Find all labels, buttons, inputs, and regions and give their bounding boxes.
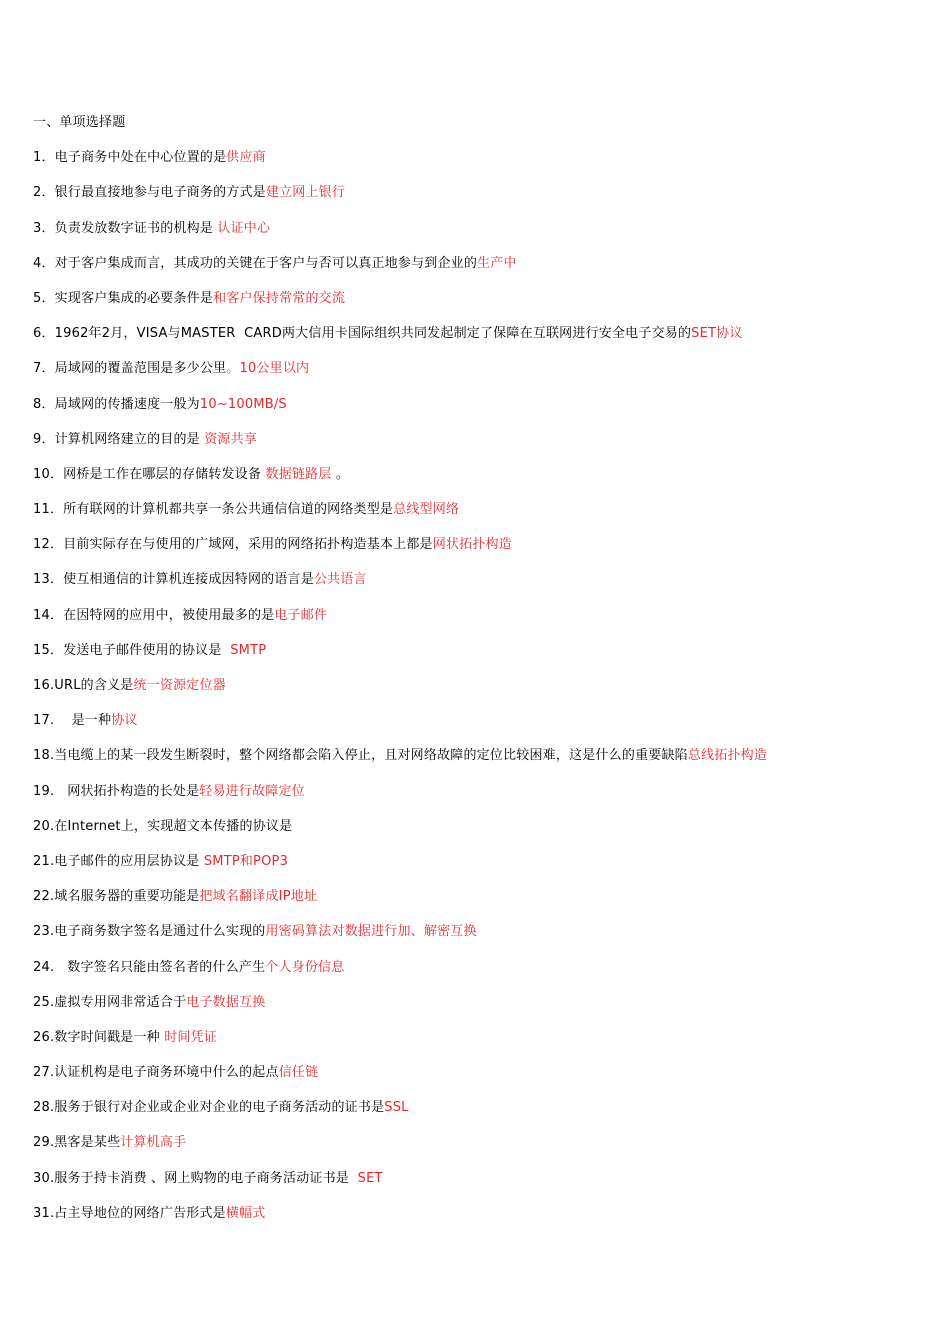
question-item (33, 568, 923, 603)
question-text: 13．使互相通信的计算机连接成因特网的语言是 (33, 572, 314, 588)
question-item (33, 393, 923, 428)
question-item (33, 991, 923, 1026)
answer-text: 横幅式 (225, 1205, 266, 1221)
question-item (33, 146, 923, 181)
question-item (33, 252, 923, 287)
answer-text: SET协议 (691, 326, 743, 342)
question-item (33, 1131, 923, 1166)
question-text: 16.URL的含义是 (33, 678, 134, 693)
question-text: 30.服务于持卡消费 、网上购物的电子商务活动证书是 (33, 1170, 358, 1186)
question-item (33, 674, 923, 709)
section-title: 一、单项选择题 (33, 115, 126, 130)
question-text: 31.占主导地位的网络广告形式是 (33, 1205, 226, 1221)
answer-text: 电子邮件 (274, 607, 328, 623)
question-tail: 。 (331, 466, 350, 482)
question-item (33, 1096, 923, 1131)
question-text: 18.当电缆上的某一段发生断裂时，整个网络都会陷入停止，且对网络故障的定位比较困难，这是什么的重要缺陷 (33, 748, 688, 764)
answer-text: 时间凭证 (164, 1029, 218, 1045)
answer-text: 统一资源定位器 (133, 678, 226, 693)
question-item (33, 181, 923, 216)
question-text: 28.服务于银行对企业或企业对企业的电子商务活动的证书是 (33, 1100, 385, 1116)
answer-text: 总线拓扑构造 (687, 748, 768, 764)
answer-text: 用密码算法对数据进行加、解密互换 (265, 924, 477, 940)
question-text: 7．局域网的覆盖范围是多少公里 (33, 361, 227, 377)
question-item (33, 217, 923, 252)
question-item (33, 780, 923, 815)
answer-text: 和客户保持常常的交流 (213, 290, 346, 306)
question-text: 12．目前实际存在与使用的广域网，采用的网络拓扑构造基本上都是 (33, 537, 433, 553)
answer-text: 。10公里以内 (226, 361, 310, 377)
question-item (33, 1202, 923, 1237)
question-text: 2．银行最直接地参与电子商务的方式是 (33, 185, 266, 201)
question-text: 9．计算机网络建立的目的是 (33, 431, 205, 447)
question-item (33, 498, 923, 533)
question-item (33, 1167, 923, 1202)
question-text: 27.认证机构是电子商务环境中什么的起点 (33, 1065, 279, 1081)
answer-text: 10~100MB/S (199, 396, 287, 412)
question-item (33, 533, 923, 568)
question-list (33, 146, 923, 1237)
question-item (33, 956, 923, 991)
question-text: 15．发送电子邮件使用的协议是 (33, 642, 231, 658)
question-text: 25.虚拟专用网非常适合于 (33, 994, 187, 1010)
answer-text: 数据链路层 (265, 466, 332, 482)
question-text: 24. 数字签名只能由签名者的什么产生 (33, 959, 266, 975)
answer-text: SET (357, 1170, 383, 1186)
question-item (33, 885, 923, 920)
question-text: 14．在因特网的应用中，被使用最多的是 (33, 607, 275, 623)
answer-text: SSL (384, 1100, 409, 1116)
question-item (33, 357, 923, 392)
answer-text: 计算机高手 (120, 1135, 187, 1151)
question-item (33, 709, 923, 744)
question-text: 17. 是一种 (33, 713, 112, 729)
answer-text: 公共语言 (313, 572, 367, 588)
question-text: 21.电子邮件的应用层协议是 (33, 853, 204, 869)
question-text: 11．所有联网的计算机都共享一条公共通信信道的网络类型是 (33, 502, 394, 518)
question-item (33, 604, 923, 639)
question-text: 8．局域网的传播速度一般为 (33, 396, 200, 412)
document-page (33, 111, 923, 1237)
question-text: 19. 网状拓扑构造的长处是 (33, 783, 200, 799)
answer-text: SMTP (230, 642, 267, 658)
question-item (33, 1061, 923, 1096)
answer-text: 轻易进行故障定位 (199, 783, 305, 799)
question-text: 29.黑客是某些 (33, 1135, 121, 1151)
question-item (33, 815, 923, 850)
answer-text: 把域名翻译成IP地址 (199, 889, 318, 905)
answer-text: 供应商 (226, 150, 266, 166)
question-text: 6．1962年2月，VISA与MASTER CARD两大信用卡国际组织共同发起制定了保障在互联网进行安全电子交易的 (33, 326, 692, 342)
question-item (33, 428, 923, 463)
answer-text: 建立网上银行 (265, 185, 346, 201)
answer-text: 信任链 (278, 1065, 319, 1081)
answer-text: 网状拓扑构造 (432, 537, 512, 553)
question-item (33, 850, 923, 885)
question-item (33, 920, 923, 955)
question-text: 4．对于客户集成而言，其成功的关键在于客户与否可以真正地参与到企业的 (33, 255, 478, 271)
answer-text: 电子数据互换 (186, 994, 266, 1010)
question-text: 23.电子商务数字签名是通过什么实现的 (33, 924, 266, 940)
question-item (33, 287, 923, 322)
answer-text: 认证中心 (217, 220, 271, 236)
question-item (33, 744, 923, 779)
question-item (33, 639, 923, 674)
question-item (33, 463, 923, 498)
answer-text: 资源共享 (204, 431, 258, 447)
answer-text: 协议 (111, 713, 138, 729)
answer-text: SMTP和POP3 (203, 853, 289, 869)
question-text: 22.域名服务器的重要功能是 (33, 889, 200, 905)
question-item (33, 1026, 923, 1061)
question-text: 26.数字时间戳是一种 (33, 1029, 165, 1045)
question-text: 5．实现客户集成的必要条件是 (33, 290, 214, 306)
answer-text: 总线型网络 (393, 502, 460, 518)
answer-text: 个人身份信息 (265, 959, 345, 975)
answer-text: 生产中 (477, 255, 517, 271)
question-item (33, 322, 923, 357)
question-text: 10．网桥是工作在哪层的存储转发设备 (33, 466, 266, 482)
question-text: 20.在Internet上，实现超文本传播的协议是 (33, 818, 293, 834)
question-text: 1．电子商务中处在中心位置的是 (33, 150, 227, 166)
question-text: 3．负责发放数字证书的机构是 (33, 220, 218, 236)
